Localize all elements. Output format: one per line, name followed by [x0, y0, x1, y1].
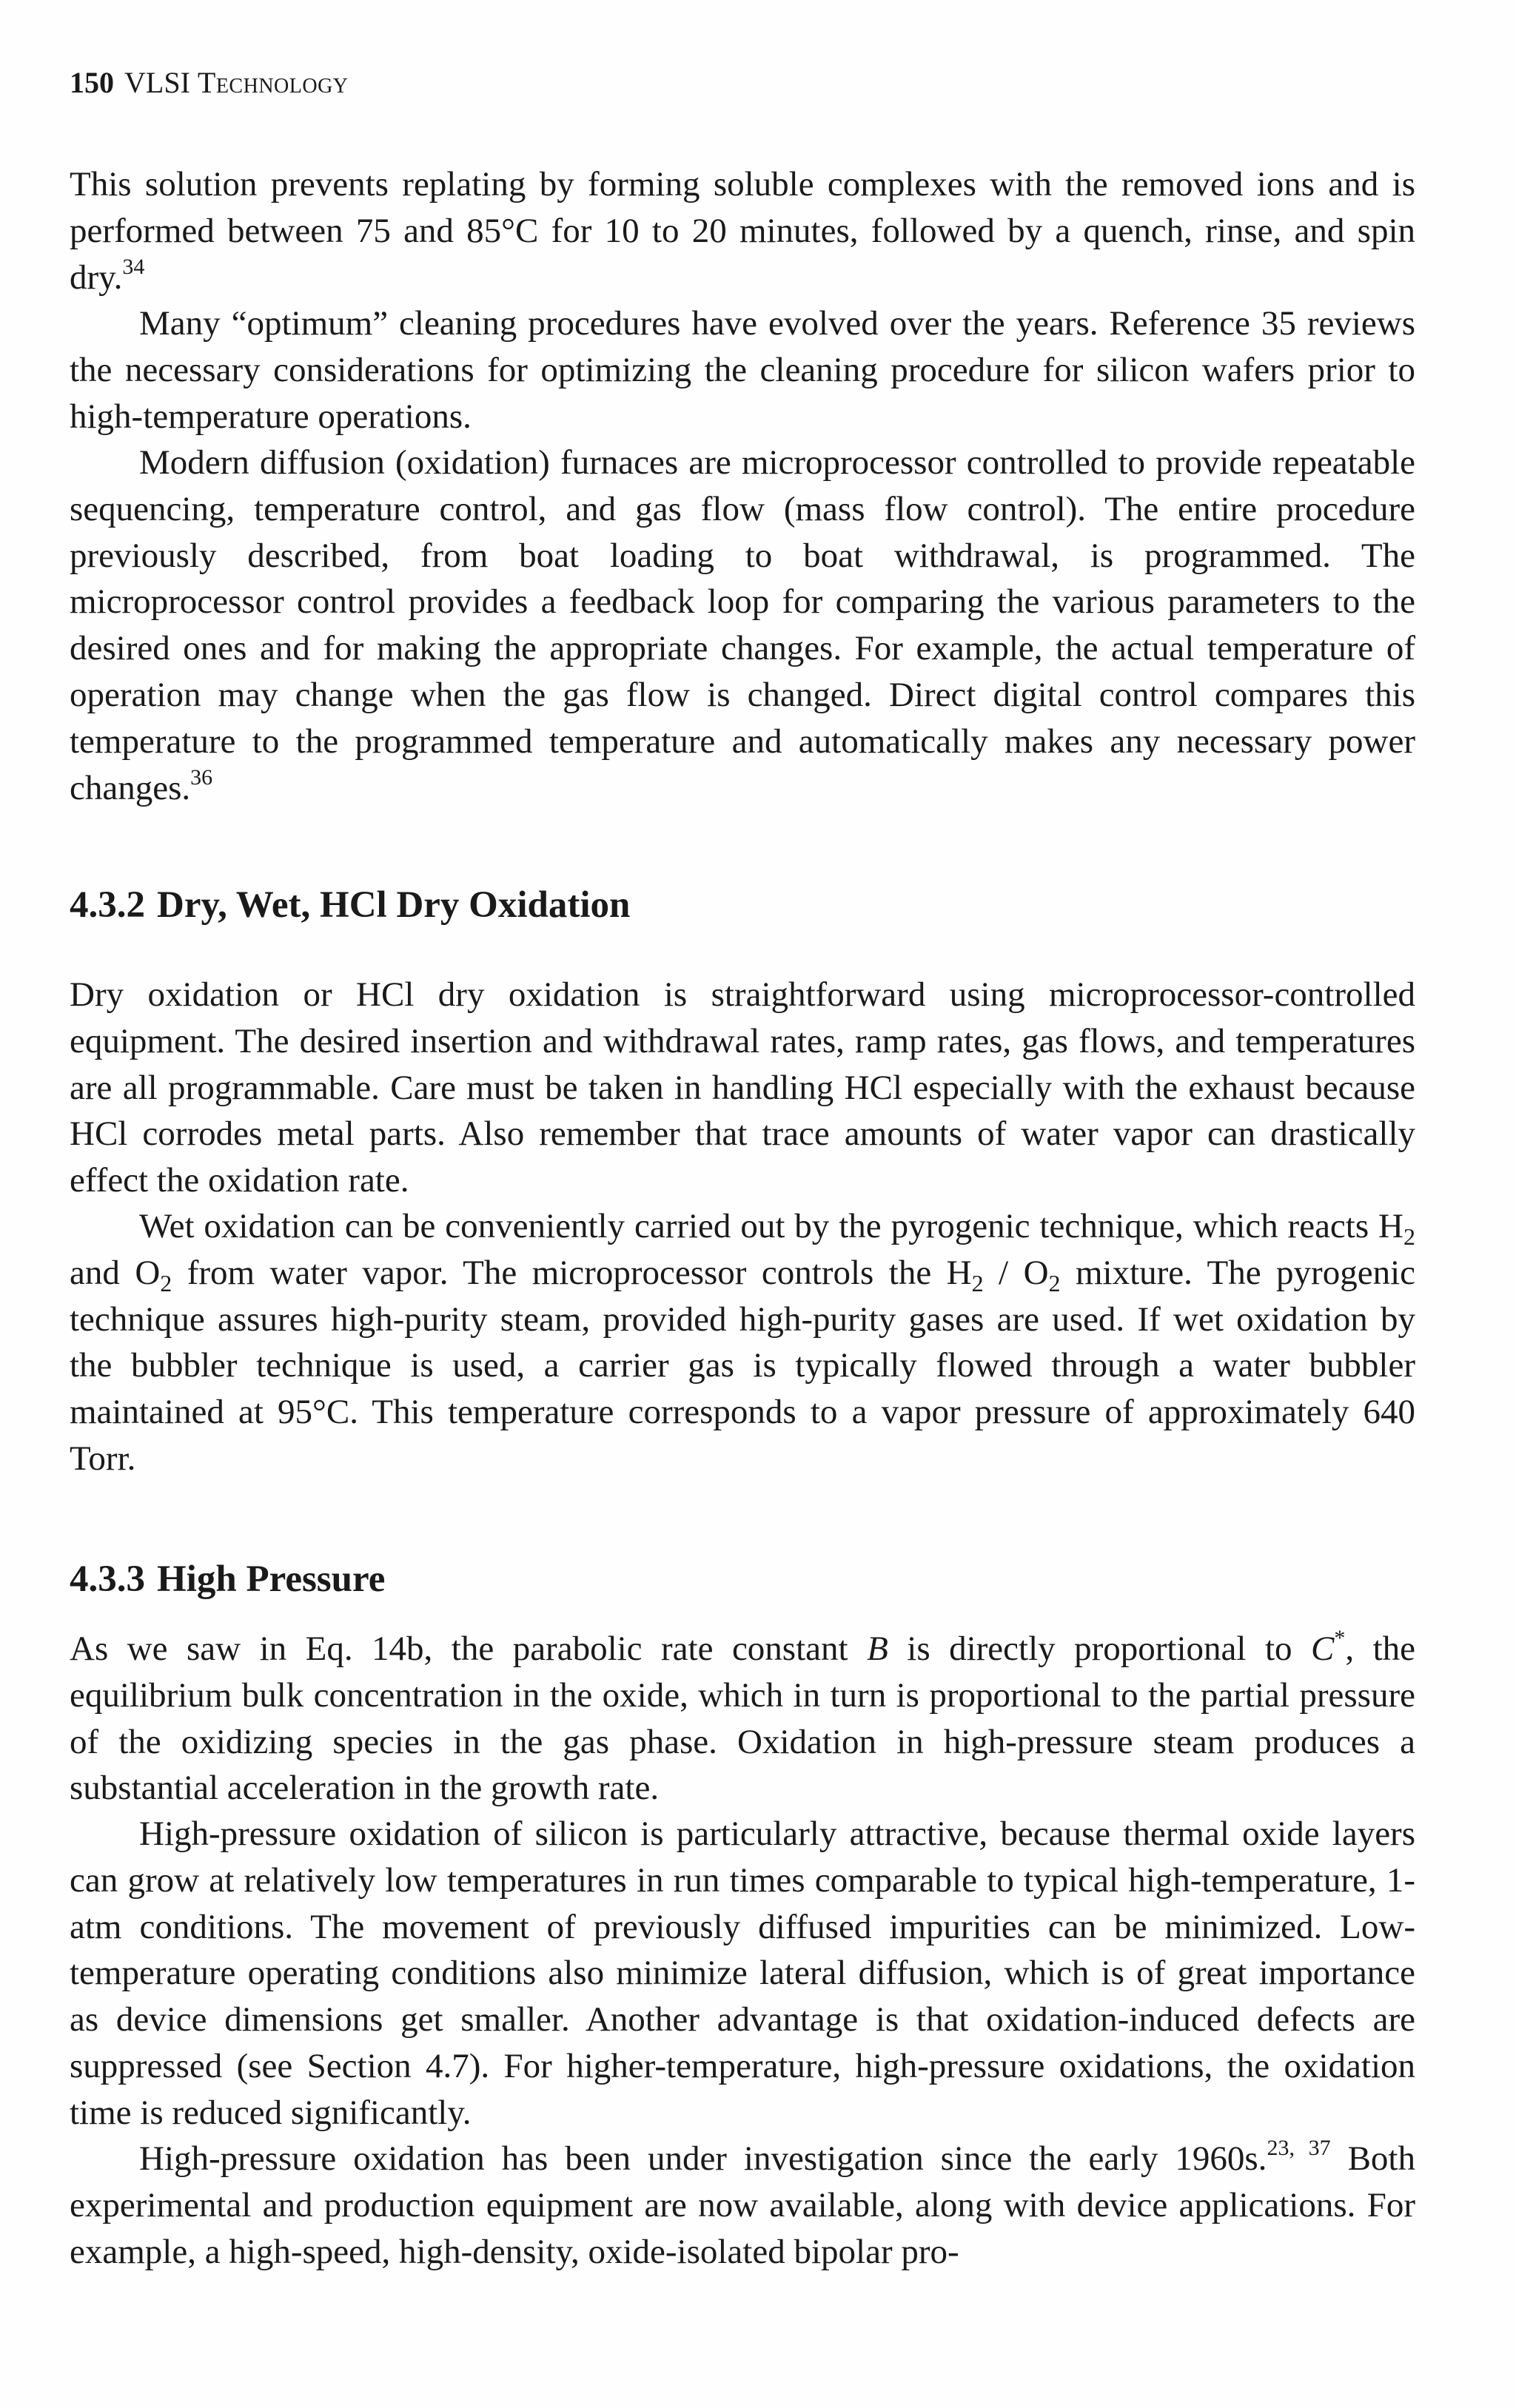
running-title: Technology — [197, 66, 349, 99]
paragraph-high-pressure-oxidation: High-pressure oxidation of silicon is particularly attractive, because thermal oxide layers can grow at relatively low temperatures in run times comparable to typical high-temperature, 1-atm conditions. The movement of previously diffused impurities can be minimized. Low-temperature operating conditions also minimize lateral diffusion, which is of great importance as device dimensions get smaller. Another advantage is that oxidation-induced defects are suppressed (see Section 4.7). For higher-temperature, high-pressure oxidations, the oxidation time is reduced significantly. — [70, 1815, 1415, 2132]
paragraph-parabolic-rate: As we saw in Eq. 14b, the parabolic rate constant B is directly proportional to C*, the equilibrium bulk concentration in the oxide, which in turn is proportional to the partial pressure of the oxidizing species in the gas phase. Oxidation in high-pressure steam produces a substantial acceleration in the growth rate. — [70, 1626, 1416, 1808]
paragraph-high-pressure-history: High-pressure oxidation has been under investigation since the early 1960s.$^{23, 37}$ Both experimental and production equipment are now available, along with device applications. For example, a high-speed, high-density, oxide-isolated bipolar pro- — [70, 2136, 1415, 2271]
footnote-ref: 23, 37 — [1267, 2136, 1331, 2160]
paragraph-dry-oxidation: Dry oxidation or HCl dry oxidation is straightforward using microprocessor-controlled equipment. The desired insertion and withdrawal rates, ramp rates, gas flows, and temperatures are all programmable. Care must be taken in handling HCl especially with the exhaust because HCl corrodes metal parts. Also remember that trace amounts of water vapor can drastically effect the oxidation rate. — [70, 975, 1415, 1200]
page-number: 150 — [70, 66, 114, 99]
footnote-ref: 34 — [122, 254, 145, 279]
running-header — [70, 65, 349, 101]
running-title-lead: VLSI — [124, 66, 190, 99]
section-heading-4-3-2: 4.3.2 Dry, Wet, HCl Dry Oxidation — [70, 884, 631, 926]
section-heading-4-3-3: 4.3.3 High Pressure — [70, 1558, 386, 1600]
paragraph-solution: This solution prevents replating by forming soluble complexes with the removed ions and is performed between 75 and 85°C for 10 to 20 minutes, followed by a quench, rinse, and spin dry.$^{34}$ — [70, 165, 1415, 297]
footnote-ref: 36 — [190, 764, 213, 790]
paragraph-wet-oxidation: Wet oxidation can be conveniently carried out by the pyrogenic technique, which reacts $H_2$ and $O_2$ from water vapor. The microprocessor controls the $H_2 / O_2$ mixture. The pyrogenic technique assures high-purity steam, provided high-purity gases are used. If wet oxidation by the bubbler technique is used, a carrier gas is typically flowed through a water bubbler maintained at 95°C. This temperature corresponds to a vapor pressure of approximately 640 Torr. — [70, 1207, 1415, 1478]
paragraph-diffusion-furnaces: Modern diffusion (oxidation) furnaces are microprocessor controlled to provide repeatable sequencing, temperature control, and gas flow (mass flow control). The entire procedure previously described, from boat loading to boat withdrawal, is programmed. The microprocessor control provides a feedback loop for comparing the various parameters to the desired ones and for making the appropriate changes. For example, the actual temperature of operation may change when the gas flow is changed. Direct digital control compares this temperature to the programmed temperature and automatically makes any necessary power changes.$^{36}$ — [70, 443, 1415, 807]
paragraph-optimum-cleaning: Many “optimum” cleaning procedures have evolved over the years. Reference 35 reviews the necessary considerations for optimizing the cleaning procedure for silicon wafers prior to high-temperature operations. — [70, 304, 1415, 436]
